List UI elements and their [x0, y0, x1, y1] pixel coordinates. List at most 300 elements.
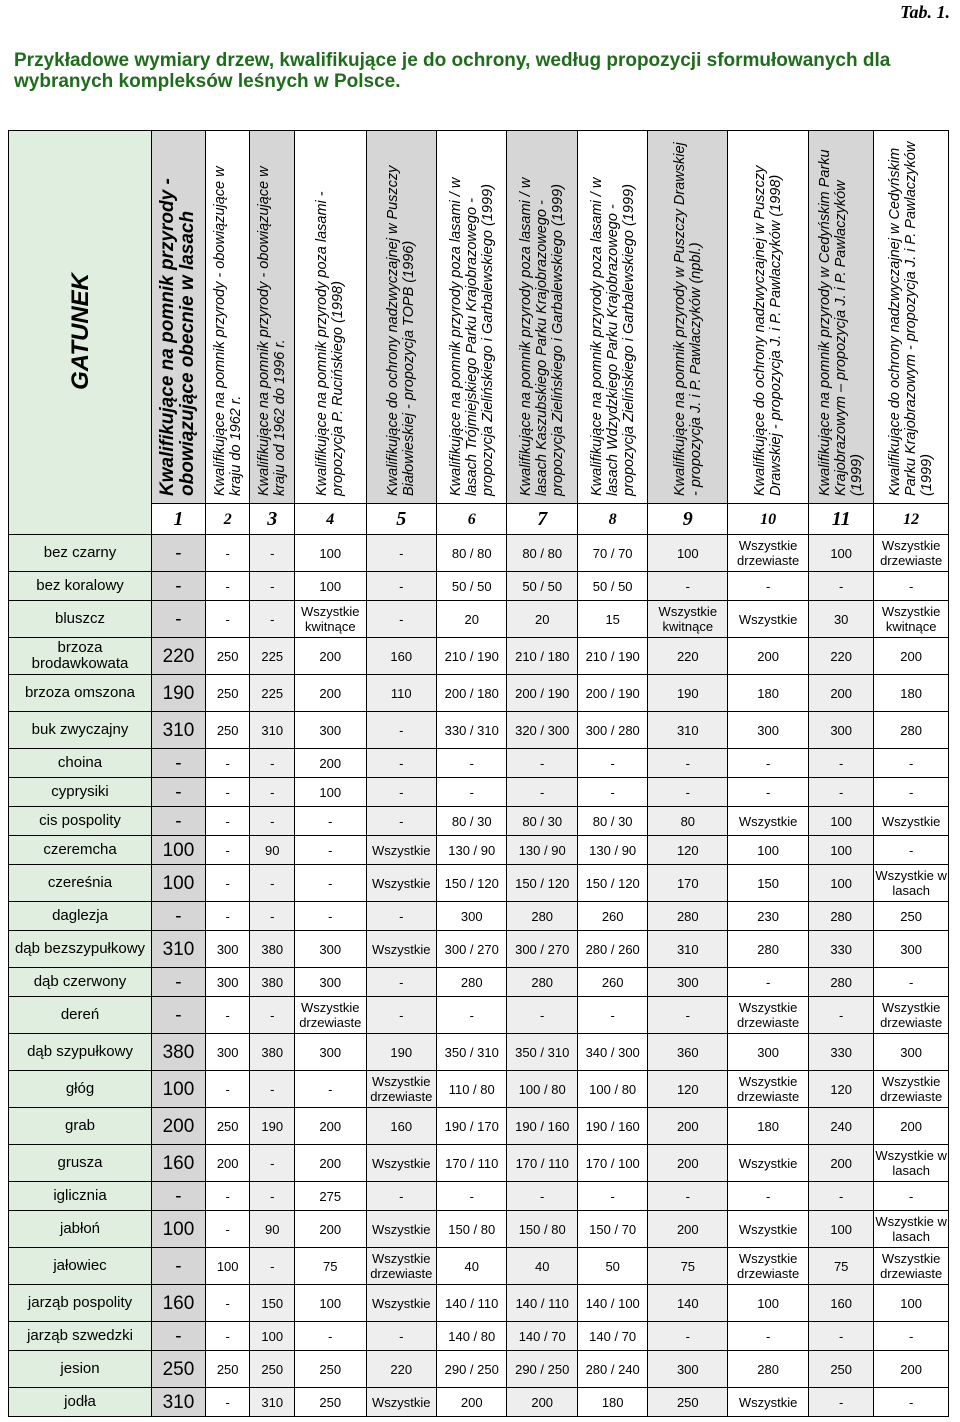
cell-col-7: 80 / 80 [507, 535, 577, 572]
cell-col-5: 220 [366, 1351, 436, 1388]
cell-col-3: - [250, 865, 295, 902]
cell-col-3: 225 [250, 675, 295, 712]
cell-col-2: 250 [205, 1351, 250, 1388]
cell-col-9: 120 [648, 836, 728, 865]
cell-col-3: 100 [250, 1322, 295, 1351]
cell-col-9: - [648, 997, 728, 1034]
table-row [9, 1248, 949, 1285]
cell-col-1: - [152, 1322, 206, 1351]
cell-col-11: 120 [809, 1071, 874, 1108]
cell-col-8: - [577, 1182, 647, 1211]
column-header-4: Kwalifikujące na pomnik przyrody poza lasami - propozycja P. Rucińskiego (1998) [295, 131, 367, 504]
cell-col-11: 200 [809, 1145, 874, 1182]
cell-col-9: - [648, 572, 728, 601]
cell-col-5: 160 [366, 1108, 436, 1145]
species-name: jarząb szwedzki [9, 1322, 152, 1351]
cell-col-11: 330 [809, 931, 874, 968]
cell-col-8: - [577, 749, 647, 778]
page-title: Przykładowe wymiary drzew, kwalifikujące je do ochrony, według propozycji sformułowanych dla wybranych kompleksów leśnych w Polsce. [14, 50, 891, 92]
cell-col-4: - [295, 807, 367, 836]
cell-col-7: 50 / 50 [507, 572, 577, 601]
cell-col-5: Wszystkie drzewiaste [366, 1248, 436, 1285]
cell-col-10: - [728, 1322, 809, 1351]
cell-col-6: 80 / 80 [437, 535, 507, 572]
cell-col-1: - [152, 997, 206, 1034]
cell-col-4: 250 [295, 1351, 367, 1388]
column-number-10: 10 [728, 504, 809, 535]
cell-col-4: Wszystkie drzewiaste [295, 997, 367, 1034]
cell-col-9: - [648, 1182, 728, 1211]
cell-col-10: Wszystkie drzewiaste [728, 1071, 809, 1108]
cell-col-7: 200 [507, 1388, 577, 1417]
table-row [9, 675, 949, 712]
cell-col-1: - [152, 601, 206, 638]
cell-col-1: - [152, 1182, 206, 1211]
cell-col-4: 300 [295, 712, 367, 749]
cell-col-4: 250 [295, 1388, 367, 1417]
cell-col-7: 100 / 80 [507, 1071, 577, 1108]
cell-col-9: 80 [648, 807, 728, 836]
cell-col-4: 200 [295, 638, 367, 675]
cell-col-4: Wszystkie kwitnące [295, 601, 367, 638]
cell-col-8: 15 [577, 601, 647, 638]
cell-col-2: 250 [205, 675, 250, 712]
cell-col-12: Wszystkie kwitnące [874, 601, 949, 638]
cell-col-10: Wszystkie drzewiaste [728, 1248, 809, 1285]
cell-col-3: - [250, 778, 295, 807]
cell-col-11: 100 [809, 836, 874, 865]
cell-col-8: 150 / 120 [577, 865, 647, 902]
species-name: bez koralowy [9, 572, 152, 601]
cell-col-4: - [295, 1322, 367, 1351]
cell-col-3: - [250, 572, 295, 601]
cell-col-8: 130 / 90 [577, 836, 647, 865]
cell-col-4: 75 [295, 1248, 367, 1285]
column-header-1: Kwalifikujące na pomnik przyrody - obowiązujące obecnie w lasach [152, 131, 206, 504]
table-row [9, 807, 949, 836]
column-number-7: 7 [507, 504, 577, 535]
cell-col-12: 200 [874, 1351, 949, 1388]
cell-col-6: 330 / 310 [437, 712, 507, 749]
cell-col-12: Wszystkie drzewiaste [874, 535, 949, 572]
table-number: Tab. 1. [900, 2, 950, 22]
cell-col-8: 190 / 160 [577, 1108, 647, 1145]
cell-col-6: - [437, 778, 507, 807]
cell-col-4: - [295, 836, 367, 865]
cell-col-10: - [728, 572, 809, 601]
cell-col-3: - [250, 1071, 295, 1108]
cell-col-9: - [648, 1322, 728, 1351]
cell-col-12: Wszystkie w lasach [874, 1211, 949, 1248]
cell-col-11: 280 [809, 902, 874, 931]
cell-col-10: 200 [728, 638, 809, 675]
table-row [9, 778, 949, 807]
cell-col-1: 310 [152, 712, 206, 749]
table-row [9, 1322, 949, 1351]
table-row [9, 1071, 949, 1108]
cell-col-3: - [250, 749, 295, 778]
cell-col-5: Wszystkie [366, 865, 436, 902]
cell-col-8: 100 / 80 [577, 1071, 647, 1108]
column-header-6: Kwalifikujące na pomnik przyrody poza lasami / w lasach Trójmiejskiego Parku Krajobrazowego - propozycja Zielińskiego i Garbalewskiego (1999) [437, 131, 507, 504]
cell-col-6: 140 / 80 [437, 1322, 507, 1351]
column-header-7: Kwalifikujące na pomnik przyrody poza lasami / w lasach Kaszubskiego Parku Krajobrazowego - propozycja Zielińskiego i Garbalewskiego (1999) [507, 131, 577, 504]
cell-col-4: 100 [295, 572, 367, 601]
cell-col-9: 280 [648, 902, 728, 931]
cell-col-10: Wszystkie drzewiaste [728, 535, 809, 572]
cell-col-2: - [205, 1388, 250, 1417]
cell-col-2: - [205, 1211, 250, 1248]
cell-col-5: Wszystkie [366, 1145, 436, 1182]
cell-col-3: 90 [250, 1211, 295, 1248]
cell-col-2: - [205, 807, 250, 836]
cell-col-12: - [874, 749, 949, 778]
cell-col-5: - [366, 712, 436, 749]
cell-col-7: 200 / 190 [507, 675, 577, 712]
cell-col-5: 110 [366, 675, 436, 712]
species-name: jabłoń [9, 1211, 152, 1248]
cell-col-10: - [728, 749, 809, 778]
cell-col-1: 100 [152, 1071, 206, 1108]
cell-col-9: 200 [648, 1145, 728, 1182]
cell-col-5: - [366, 778, 436, 807]
cell-col-11: 100 [809, 535, 874, 572]
cell-col-3: - [250, 902, 295, 931]
cell-col-11: - [809, 1322, 874, 1351]
species-name: głóg [9, 1071, 152, 1108]
cell-col-5: - [366, 997, 436, 1034]
cell-col-7: 80 / 30 [507, 807, 577, 836]
cell-col-1: 200 [152, 1108, 206, 1145]
column-header-3: Kwalifikujące na pomnik przyrody - obowiązujące w kraju od 1962 do 1996 r. [250, 131, 295, 504]
species-name: daglezja [9, 902, 152, 931]
column-number-1: 1 [152, 504, 206, 535]
table-row [9, 749, 949, 778]
cell-col-6: 280 [437, 968, 507, 997]
cell-col-8: 210 / 190 [577, 638, 647, 675]
table-row [9, 1211, 949, 1248]
cell-col-8: - [577, 778, 647, 807]
cell-col-10: Wszystkie [728, 1388, 809, 1417]
column-number-12: 12 [874, 504, 949, 535]
cell-col-5: Wszystkie drzewiaste [366, 1071, 436, 1108]
cell-col-2: - [205, 749, 250, 778]
species-name: jarząb pospolity [9, 1285, 152, 1322]
cell-col-6: 290 / 250 [437, 1351, 507, 1388]
cell-col-6: 200 / 180 [437, 675, 507, 712]
cell-col-3: 380 [250, 931, 295, 968]
cell-col-3: 380 [250, 1034, 295, 1071]
cell-col-12: 200 [874, 1108, 949, 1145]
cell-col-2: - [205, 836, 250, 865]
table-row [9, 1108, 949, 1145]
cell-col-4: - [295, 865, 367, 902]
cell-col-10: 300 [728, 712, 809, 749]
cell-col-5: Wszystkie [366, 1285, 436, 1322]
cell-col-3: 190 [250, 1108, 295, 1145]
cell-col-8: 260 [577, 902, 647, 931]
species-name: cyprysiki [9, 778, 152, 807]
cell-col-9: 120 [648, 1071, 728, 1108]
cell-col-9: 360 [648, 1034, 728, 1071]
cell-col-10: 180 [728, 675, 809, 712]
cell-col-10: 150 [728, 865, 809, 902]
species-name: brzoza brodawkowata [9, 638, 152, 675]
cell-col-8: 200 / 190 [577, 675, 647, 712]
cell-col-11: - [809, 997, 874, 1034]
cell-col-11: 100 [809, 865, 874, 902]
cell-col-2: - [205, 1322, 250, 1351]
cell-col-3: - [250, 1182, 295, 1211]
species-name: dąb bezszypułkowy [9, 931, 152, 968]
cell-col-2: - [205, 997, 250, 1034]
cell-col-1: - [152, 807, 206, 836]
table-row [9, 865, 949, 902]
cell-col-12: 280 [874, 712, 949, 749]
cell-col-2: 250 [205, 1108, 250, 1145]
cell-col-2: - [205, 1182, 250, 1211]
cell-col-2: - [205, 1071, 250, 1108]
column-number-8: 8 [577, 504, 647, 535]
cell-col-7: 350 / 310 [507, 1034, 577, 1071]
column-number-2: 2 [205, 504, 250, 535]
species-name: jodła [9, 1388, 152, 1417]
table-row [9, 1388, 949, 1417]
cell-col-2: - [205, 572, 250, 601]
cell-col-6: 140 / 110 [437, 1285, 507, 1322]
cell-col-1: 250 [152, 1351, 206, 1388]
cell-col-1: 190 [152, 675, 206, 712]
cell-col-6: 40 [437, 1248, 507, 1285]
cell-col-7: 140 / 70 [507, 1322, 577, 1351]
cell-col-4: - [295, 902, 367, 931]
cell-col-4: - [295, 1071, 367, 1108]
cell-col-2: 300 [205, 968, 250, 997]
column-number-11: 11 [809, 504, 874, 535]
cell-col-6: - [437, 749, 507, 778]
cell-col-1: 100 [152, 836, 206, 865]
cell-col-1: - [152, 535, 206, 572]
cell-col-2: - [205, 601, 250, 638]
cell-col-7: 280 [507, 902, 577, 931]
cell-col-10: Wszystkie [728, 1211, 809, 1248]
cell-col-3: - [250, 1145, 295, 1182]
table-row [9, 601, 949, 638]
cell-col-5: - [366, 572, 436, 601]
cell-col-2: 300 [205, 1034, 250, 1071]
cell-col-5: Wszystkie [366, 1388, 436, 1417]
cell-col-7: 300 / 270 [507, 931, 577, 968]
species-name: dąb czerwony [9, 968, 152, 997]
cell-col-2: - [205, 865, 250, 902]
cell-col-11: 250 [809, 1351, 874, 1388]
cell-col-12: 300 [874, 931, 949, 968]
cell-col-12: - [874, 778, 949, 807]
cell-col-2: - [205, 535, 250, 572]
cell-col-9: 200 [648, 1211, 728, 1248]
cell-col-8: 70 / 70 [577, 535, 647, 572]
cell-col-5: 190 [366, 1034, 436, 1071]
cell-col-6: 20 [437, 601, 507, 638]
cell-col-9: 75 [648, 1248, 728, 1285]
cell-col-8: 140 / 70 [577, 1322, 647, 1351]
cell-col-11: 75 [809, 1248, 874, 1285]
cell-col-11: 160 [809, 1285, 874, 1322]
table-row [9, 1351, 949, 1388]
cell-col-10: 180 [728, 1108, 809, 1145]
table-row [9, 1034, 949, 1071]
species-name: jałowiec [9, 1248, 152, 1285]
cell-col-9: 140 [648, 1285, 728, 1322]
cell-col-1: 100 [152, 1211, 206, 1248]
species-name: czereśnia [9, 865, 152, 902]
cell-col-5: - [366, 1322, 436, 1351]
table-row [9, 1145, 949, 1182]
cell-col-8: 150 / 70 [577, 1211, 647, 1248]
cell-col-8: 170 / 100 [577, 1145, 647, 1182]
species-name: grusza [9, 1145, 152, 1182]
cell-col-2: - [205, 1285, 250, 1322]
cell-col-6: 300 [437, 902, 507, 931]
cell-col-9: - [648, 749, 728, 778]
cell-col-1: 160 [152, 1145, 206, 1182]
cell-col-10: Wszystkie drzewiaste [728, 997, 809, 1034]
cell-col-6: 150 / 80 [437, 1211, 507, 1248]
cell-col-2: 200 [205, 1145, 250, 1182]
cell-col-9: Wszystkie kwitnące [648, 601, 728, 638]
cell-col-5: - [366, 902, 436, 931]
cell-col-10: Wszystkie [728, 1145, 809, 1182]
cell-col-10: 100 [728, 1285, 809, 1322]
cell-col-10: - [728, 968, 809, 997]
species-name: dereń [9, 997, 152, 1034]
cell-col-5: - [366, 601, 436, 638]
table-row [9, 1182, 949, 1211]
table-row [9, 638, 949, 675]
cell-col-10: 230 [728, 902, 809, 931]
cell-col-11: 300 [809, 712, 874, 749]
cell-col-9: 310 [648, 712, 728, 749]
species-table [8, 130, 949, 1417]
cell-col-9: 300 [648, 1351, 728, 1388]
cell-col-11: 100 [809, 807, 874, 836]
cell-col-12: 300 [874, 1034, 949, 1071]
cell-col-10: - [728, 778, 809, 807]
cell-col-5: - [366, 535, 436, 572]
cell-col-7: 140 / 110 [507, 1285, 577, 1322]
cell-col-1: 380 [152, 1034, 206, 1071]
cell-col-11: - [809, 572, 874, 601]
header-row [9, 131, 949, 504]
cell-col-12: Wszystkie w lasach [874, 865, 949, 902]
table-row [9, 572, 949, 601]
cell-col-12: Wszystkie [874, 807, 949, 836]
column-header-12: Kwalifikujące do ochrony nadzwyczajnej w Cedyńskim Parku Krajobrazowym - propozycja J. i P. Pawlaczyków (1999) [874, 131, 949, 504]
cell-col-7: 320 / 300 [507, 712, 577, 749]
cell-col-1: - [152, 902, 206, 931]
cell-col-3: - [250, 1248, 295, 1285]
cell-col-12: - [874, 572, 949, 601]
table-row [9, 931, 949, 968]
species-name: bez czarny [9, 535, 152, 572]
cell-col-1: - [152, 778, 206, 807]
cell-col-8: 280 / 240 [577, 1351, 647, 1388]
species-name: iglicznia [9, 1182, 152, 1211]
cell-col-4: 100 [295, 778, 367, 807]
cell-col-1: 220 [152, 638, 206, 675]
cell-col-6: 300 / 270 [437, 931, 507, 968]
cell-col-9: 200 [648, 1108, 728, 1145]
cell-col-8: 50 / 50 [577, 572, 647, 601]
cell-col-12: - [874, 968, 949, 997]
cell-col-4: 100 [295, 1285, 367, 1322]
cell-col-1: - [152, 572, 206, 601]
cell-col-11: - [809, 749, 874, 778]
cell-col-11: 220 [809, 638, 874, 675]
table-row [9, 1285, 949, 1322]
cell-col-3: - [250, 997, 295, 1034]
cell-col-2: 300 [205, 931, 250, 968]
cell-col-8: - [577, 997, 647, 1034]
cell-col-12: - [874, 1388, 949, 1417]
cell-col-6: 80 / 30 [437, 807, 507, 836]
cell-col-3: 380 [250, 968, 295, 997]
cell-col-4: 200 [295, 675, 367, 712]
cell-col-4: 100 [295, 535, 367, 572]
cell-col-12: - [874, 1322, 949, 1351]
cell-col-12: Wszystkie drzewiaste [874, 997, 949, 1034]
cell-col-5: - [366, 1182, 436, 1211]
column-header-9: Kwalifikujące na pomnik przyrody w Puszczy Drawskiej - propozycja J. i P. Pawlaczyków (npbl.) [648, 131, 728, 504]
cell-col-11: 100 [809, 1211, 874, 1248]
cell-col-7: 40 [507, 1248, 577, 1285]
cell-col-1: - [152, 968, 206, 997]
cell-col-7: 150 / 80 [507, 1211, 577, 1248]
cell-col-10: Wszystkie [728, 601, 809, 638]
species-column-header: GATUNEK [9, 131, 152, 535]
cell-col-7: - [507, 1182, 577, 1211]
cell-col-4: 200 [295, 1211, 367, 1248]
cell-col-5: Wszystkie [366, 836, 436, 865]
cell-col-2: 250 [205, 712, 250, 749]
cell-col-8: 300 / 280 [577, 712, 647, 749]
cell-col-1: - [152, 1248, 206, 1285]
cell-col-11: - [809, 778, 874, 807]
cell-col-1: 100 [152, 865, 206, 902]
cell-col-3: - [250, 535, 295, 572]
cell-col-1: - [152, 749, 206, 778]
species-name: bluszcz [9, 601, 152, 638]
cell-col-7: 150 / 120 [507, 865, 577, 902]
cell-col-10: - [728, 1182, 809, 1211]
cell-col-3: 150 [250, 1285, 295, 1322]
column-number-5: 5 [366, 504, 436, 535]
cell-col-12: - [874, 1182, 949, 1211]
cell-col-3: 310 [250, 712, 295, 749]
cell-col-5: - [366, 968, 436, 997]
cell-col-5: Wszystkie [366, 1211, 436, 1248]
table-row [9, 535, 949, 572]
cell-col-6: 210 / 190 [437, 638, 507, 675]
cell-col-1: 310 [152, 1388, 206, 1417]
cell-col-7: - [507, 749, 577, 778]
column-number-6: 6 [437, 504, 507, 535]
cell-col-7: 280 [507, 968, 577, 997]
cell-col-12: 180 [874, 675, 949, 712]
cell-col-6: - [437, 997, 507, 1034]
cell-col-9: 250 [648, 1388, 728, 1417]
cell-col-11: 30 [809, 601, 874, 638]
